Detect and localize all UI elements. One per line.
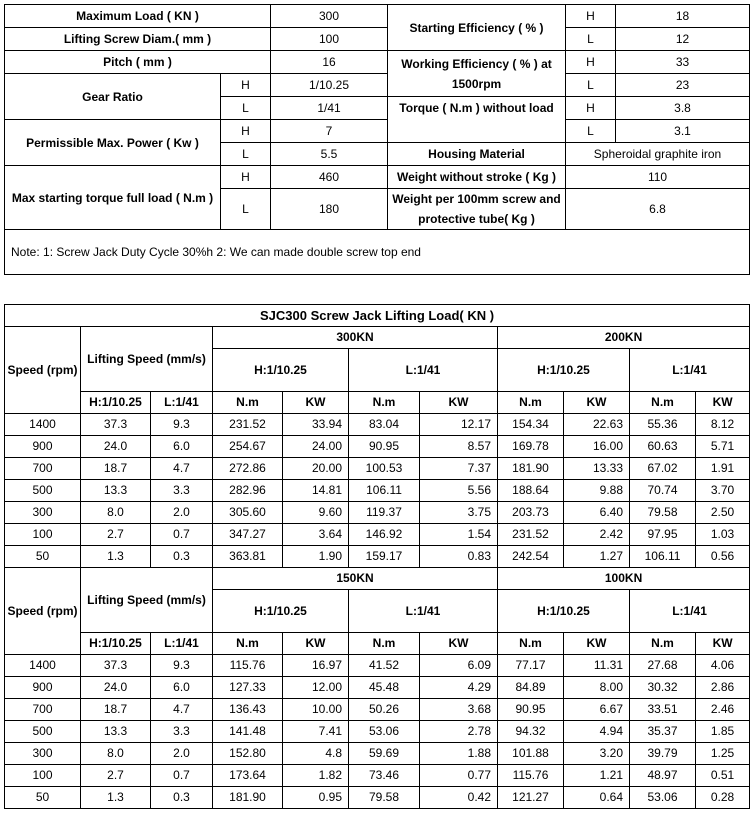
table-cell: 1.3 — [81, 787, 151, 809]
column-header: KW — [696, 633, 750, 655]
table-cell: 1400 — [5, 655, 81, 677]
max-torque-h: H — [221, 166, 271, 189]
column-header: L:1/41 — [151, 392, 213, 414]
max-torque-h-value: 460 — [271, 166, 388, 189]
table-cell: 33.51 — [630, 699, 696, 721]
table-cell: 8.57 — [420, 436, 498, 458]
table-cell: 2.46 — [696, 699, 750, 721]
table-cell: 0.77 — [420, 765, 498, 787]
table-cell: 2.0 — [151, 502, 213, 524]
table-cell: 1.54 — [420, 524, 498, 546]
table-cell: 27.68 — [630, 655, 696, 677]
gear-ratio-l: L — [221, 97, 271, 120]
table-cell: 2.50 — [696, 502, 750, 524]
table-cell: 1.88 — [420, 743, 498, 765]
column-header: H:1/10.25 — [81, 633, 151, 655]
table-cell: 0.7 — [151, 765, 213, 787]
table-cell: 67.02 — [630, 458, 696, 480]
table-cell: 2.7 — [81, 524, 151, 546]
table-cell: 11.31 — [564, 655, 630, 677]
table-cell: 39.79 — [630, 743, 696, 765]
column-header: KW — [420, 633, 498, 655]
table-cell: 6.67 — [564, 699, 630, 721]
max-torque-l: L — [221, 189, 271, 230]
table-row — [5, 458, 750, 480]
table-cell: 12.17 — [420, 414, 498, 436]
table-cell: 5.71 — [696, 436, 750, 458]
max-load-value: 300 — [271, 5, 388, 28]
lifting-speed-header: Lifting Speed (mm/s) — [81, 568, 213, 633]
note-text: Note: 1: Screw Jack Duty Cycle 30%h 2: We can made double screw top end — [5, 230, 750, 275]
ratio-header: H:1/10.25 — [498, 590, 630, 633]
table-cell: 136.43 — [213, 699, 283, 721]
max-power-h-value: 7 — [271, 120, 388, 143]
table-cell: 24.0 — [81, 436, 151, 458]
column-header: L:1/41 — [151, 633, 213, 655]
column-header: N.m — [630, 392, 696, 414]
column-header: KW — [564, 633, 630, 655]
table-cell: 900 — [5, 436, 81, 458]
table-row — [5, 524, 750, 546]
gear-ratio-l-value: 1/41 — [271, 97, 388, 120]
ratio-header: L:1/41 — [630, 349, 750, 392]
table-cell: 0.42 — [420, 787, 498, 809]
table-cell: 5.56 — [420, 480, 498, 502]
table-cell: 4.06 — [696, 655, 750, 677]
table-cell: 1.27 — [564, 546, 630, 568]
screw-diam-label: Lifting Screw Diam.( mm ) — [5, 28, 271, 51]
table-cell: 6.40 — [564, 502, 630, 524]
table-cell: 231.52 — [498, 524, 564, 546]
table-cell: 1.3 — [81, 546, 151, 568]
table-cell: 41.52 — [349, 655, 420, 677]
table-cell: 101.88 — [498, 743, 564, 765]
table-cell: 106.11 — [349, 480, 420, 502]
table-cell: 173.64 — [213, 765, 283, 787]
table-cell: 1.21 — [564, 765, 630, 787]
table-cell: 8.0 — [81, 743, 151, 765]
column-header: KW — [696, 392, 750, 414]
column-header: KW — [283, 392, 349, 414]
work-eff-l-value: 23 — [616, 74, 750, 97]
table-cell: 8.12 — [696, 414, 750, 436]
table-cell: 300 — [5, 743, 81, 765]
table-cell: 0.56 — [696, 546, 750, 568]
table-cell: 2.42 — [564, 524, 630, 546]
table-cell: 9.3 — [151, 414, 213, 436]
table-cell: 305.60 — [213, 502, 283, 524]
table-cell: 500 — [5, 480, 81, 502]
table-cell: 4.94 — [564, 721, 630, 743]
table-cell: 50 — [5, 546, 81, 568]
table-cell: 90.95 — [498, 699, 564, 721]
table-cell: 152.80 — [213, 743, 283, 765]
table-cell: 0.83 — [420, 546, 498, 568]
table-cell: 10.00 — [283, 699, 349, 721]
column-header: N.m — [630, 633, 696, 655]
table-cell: 16.97 — [283, 655, 349, 677]
table-cell: 1.90 — [283, 546, 349, 568]
table-cell: 181.90 — [498, 458, 564, 480]
gear-ratio-h-value: 1/10.25 — [271, 74, 388, 97]
load-header: 100KN — [498, 568, 750, 590]
table-cell: 1.82 — [283, 765, 349, 787]
table-cell: 3.70 — [696, 480, 750, 502]
table-cell: 181.90 — [213, 787, 283, 809]
table-cell: 6.09 — [420, 655, 498, 677]
start-eff-label: Starting Efficiency ( % ) — [388, 5, 566, 51]
screw-diam-value: 100 — [271, 28, 388, 51]
max-torque-l-value: 180 — [271, 189, 388, 230]
ratio-header: L:1/41 — [349, 590, 498, 633]
work-eff-h: H — [566, 51, 616, 74]
table-row — [5, 414, 750, 436]
table-cell: 6.0 — [151, 677, 213, 699]
table-cell: 97.95 — [630, 524, 696, 546]
table-cell: 0.3 — [151, 546, 213, 568]
table-cell: 4.7 — [151, 699, 213, 721]
work-eff-h-value: 33 — [616, 51, 750, 74]
table-cell: 2.7 — [81, 765, 151, 787]
table-cell: 45.48 — [349, 677, 420, 699]
table-cell: 300 — [5, 502, 81, 524]
table-row — [5, 546, 750, 568]
table-cell: 9.88 — [564, 480, 630, 502]
start-eff-l: L — [566, 28, 616, 51]
table-cell: 53.06 — [349, 721, 420, 743]
table-cell: 8.00 — [564, 677, 630, 699]
table-cell: 188.64 — [498, 480, 564, 502]
table-cell: 169.78 — [498, 436, 564, 458]
table-cell: 73.46 — [349, 765, 420, 787]
weight-per-value: 6.8 — [566, 189, 750, 230]
table-cell: 50 — [5, 787, 81, 809]
table-cell: 24.00 — [283, 436, 349, 458]
max-power-h: H — [221, 120, 271, 143]
ratio-header: H:1/10.25 — [498, 349, 630, 392]
work-eff-label: Working Efficiency ( % ) at 1500rpm — [388, 51, 566, 97]
table-cell: 282.96 — [213, 480, 283, 502]
table-cell: 14.81 — [283, 480, 349, 502]
load-header: 200KN — [498, 327, 750, 349]
gear-ratio-h: H — [221, 74, 271, 97]
table-cell: 55.36 — [630, 414, 696, 436]
table-cell: 3.3 — [151, 721, 213, 743]
torque-no-load-label: Torque ( N.m ) without load — [388, 97, 566, 143]
pitch-label: Pitch ( mm ) — [5, 51, 271, 74]
table-cell: 100 — [5, 765, 81, 787]
table-row — [5, 765, 750, 787]
table-cell: 3.20 — [564, 743, 630, 765]
table-cell: 100 — [5, 524, 81, 546]
table-cell: 119.37 — [349, 502, 420, 524]
lifting-load-table — [4, 304, 750, 809]
table-cell: 115.76 — [213, 655, 283, 677]
table-cell: 37.3 — [81, 655, 151, 677]
table-cell: 9.3 — [151, 655, 213, 677]
max-load-label: Maximum Load ( KN ) — [5, 5, 271, 28]
column-header: N.m — [349, 392, 420, 414]
column-header: H:1/10.25 — [81, 392, 151, 414]
torque-no-load-l: L — [566, 120, 616, 143]
table-cell: 12.00 — [283, 677, 349, 699]
column-header: N.m — [498, 392, 564, 414]
table-cell: 1.85 — [696, 721, 750, 743]
table-cell: 4.8 — [283, 743, 349, 765]
lifting-speed-header: Lifting Speed (mm/s) — [81, 327, 213, 392]
table-cell: 33.94 — [283, 414, 349, 436]
table-cell: 30.32 — [630, 677, 696, 699]
speed-header: Speed (rpm) — [5, 327, 81, 414]
ratio-header: H:1/10.25 — [213, 349, 349, 392]
table-cell: 6.0 — [151, 436, 213, 458]
table-cell: 83.04 — [349, 414, 420, 436]
table-cell: 100.53 — [349, 458, 420, 480]
housing-value: Spheroidal graphite iron — [566, 143, 750, 166]
table-cell: 3.64 — [283, 524, 349, 546]
table-cell: 146.92 — [349, 524, 420, 546]
table-cell: 84.89 — [498, 677, 564, 699]
table-cell: 94.32 — [498, 721, 564, 743]
table-cell: 4.29 — [420, 677, 498, 699]
table-cell: 700 — [5, 458, 81, 480]
ratio-header: L:1/41 — [630, 590, 750, 633]
table-cell: 272.86 — [213, 458, 283, 480]
pitch-value: 16 — [271, 51, 388, 74]
column-header: N.m — [213, 392, 283, 414]
load-header: 150KN — [213, 568, 498, 590]
table-row — [5, 699, 750, 721]
table-cell: 48.97 — [630, 765, 696, 787]
table-cell: 0.95 — [283, 787, 349, 809]
table-cell: 35.37 — [630, 721, 696, 743]
column-header: KW — [283, 633, 349, 655]
max-power-label: Permissible Max. Power ( Kw ) — [5, 120, 221, 166]
table-cell: 13.3 — [81, 721, 151, 743]
gear-ratio-label: Gear Ratio — [5, 74, 221, 120]
table-row — [5, 743, 750, 765]
table-cell: 347.27 — [213, 524, 283, 546]
torque-no-load-l-value: 3.1 — [616, 120, 750, 143]
table-cell: 1400 — [5, 414, 81, 436]
table-cell: 13.3 — [81, 480, 151, 502]
max-power-l-value: 5.5 — [271, 143, 388, 166]
table-cell: 60.63 — [630, 436, 696, 458]
table-cell: 4.7 — [151, 458, 213, 480]
table-cell: 3.68 — [420, 699, 498, 721]
table-cell: 3.3 — [151, 480, 213, 502]
max-torque-label: Max starting torque full load ( N.m ) — [5, 166, 221, 230]
table-cell: 0.64 — [564, 787, 630, 809]
table-cell: 900 — [5, 677, 81, 699]
column-header: N.m — [349, 633, 420, 655]
table-cell: 1.25 — [696, 743, 750, 765]
table-cell: 22.63 — [564, 414, 630, 436]
table-cell: 154.34 — [498, 414, 564, 436]
table-cell: 70.74 — [630, 480, 696, 502]
work-eff-l: L — [566, 74, 616, 97]
table-cell: 77.17 — [498, 655, 564, 677]
table-cell: 7.41 — [283, 721, 349, 743]
table-cell: 8.0 — [81, 502, 151, 524]
table-cell: 2.0 — [151, 743, 213, 765]
table-cell: 16.00 — [564, 436, 630, 458]
table-title: SJC300 Screw Jack Lifting Load( KN ) — [5, 305, 750, 327]
table-cell: 18.7 — [81, 699, 151, 721]
weight-value: 110 — [566, 166, 750, 189]
table-cell: 0.28 — [696, 787, 750, 809]
table-cell: 141.48 — [213, 721, 283, 743]
table-cell: 50.26 — [349, 699, 420, 721]
ratio-header: L:1/41 — [349, 349, 498, 392]
column-header: N.m — [213, 633, 283, 655]
table-cell: 2.78 — [420, 721, 498, 743]
table-cell: 254.67 — [213, 436, 283, 458]
table-cell: 2.86 — [696, 677, 750, 699]
table-cell: 53.06 — [630, 787, 696, 809]
table-cell: 59.69 — [349, 743, 420, 765]
table-cell: 242.54 — [498, 546, 564, 568]
table-cell: 79.58 — [349, 787, 420, 809]
table-cell: 500 — [5, 721, 81, 743]
table-row — [5, 677, 750, 699]
table-cell: 0.7 — [151, 524, 213, 546]
torque-no-load-h: H — [566, 97, 616, 120]
table-cell: 20.00 — [283, 458, 349, 480]
table-cell: 37.3 — [81, 414, 151, 436]
start-eff-l-value: 12 — [616, 28, 750, 51]
table-cell: 1.91 — [696, 458, 750, 480]
max-power-l: L — [221, 143, 271, 166]
start-eff-h-value: 18 — [616, 5, 750, 28]
column-header: N.m — [498, 633, 564, 655]
table-cell: 127.33 — [213, 677, 283, 699]
ratio-header: H:1/10.25 — [213, 590, 349, 633]
table-cell: 700 — [5, 699, 81, 721]
weight-per-label: Weight per 100mm screw and protective tube( Kg ) — [388, 189, 566, 230]
table-row — [5, 787, 750, 809]
table-row — [5, 655, 750, 677]
table-row — [5, 721, 750, 743]
speed-header: Speed (rpm) — [5, 568, 81, 655]
table-cell: 1.03 — [696, 524, 750, 546]
column-header: KW — [564, 392, 630, 414]
table-cell: 0.3 — [151, 787, 213, 809]
weight-label: Weight without stroke ( Kg ) — [388, 166, 566, 189]
load-header: 300KN — [213, 327, 498, 349]
table-cell: 363.81 — [213, 546, 283, 568]
table-cell: 79.58 — [630, 502, 696, 524]
table-cell: 3.75 — [420, 502, 498, 524]
table-cell: 106.11 — [630, 546, 696, 568]
spec-table — [4, 4, 750, 275]
table-cell: 121.27 — [498, 787, 564, 809]
table-cell: 18.7 — [81, 458, 151, 480]
torque-no-load-h-value: 3.8 — [616, 97, 750, 120]
column-header: KW — [420, 392, 498, 414]
table-row — [5, 480, 750, 502]
table-cell: 203.73 — [498, 502, 564, 524]
table-row — [5, 502, 750, 524]
table-row — [5, 436, 750, 458]
table-cell: 90.95 — [349, 436, 420, 458]
table-cell: 13.33 — [564, 458, 630, 480]
table-cell: 7.37 — [420, 458, 498, 480]
table-cell: 24.0 — [81, 677, 151, 699]
table-cell: 159.17 — [349, 546, 420, 568]
housing-label: Housing Material — [388, 143, 566, 166]
table-cell: 0.51 — [696, 765, 750, 787]
start-eff-h: H — [566, 5, 616, 28]
table-cell: 9.60 — [283, 502, 349, 524]
table-cell: 231.52 — [213, 414, 283, 436]
table-cell: 115.76 — [498, 765, 564, 787]
